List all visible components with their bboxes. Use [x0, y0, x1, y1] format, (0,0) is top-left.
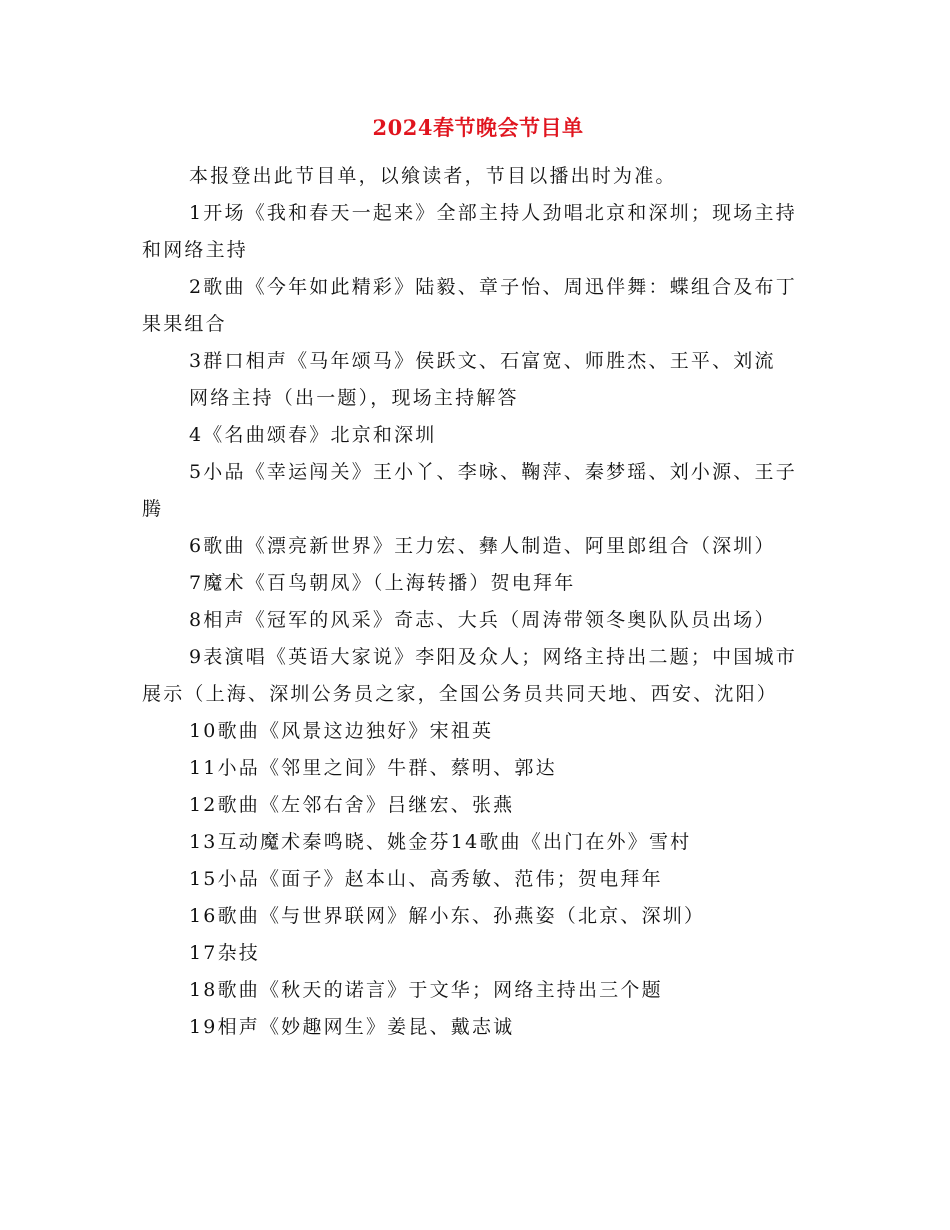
- program-item-2: 2歌曲《今年如此精彩》陆毅、章子怡、周迅伴舞：蝶组合及布丁果果组合: [142, 276, 797, 335]
- program-item-1: 1开场《我和春天一起来》全部主持人劲唱北京和深圳；现场主持和网络主持: [142, 202, 797, 261]
- page-title: 2024春节晚会节目单: [372, 115, 584, 140]
- program-item-10: 10歌曲《风景这边独好》宋祖英: [189, 720, 494, 742]
- program-item-4: 4《名曲颂春》北京和深圳: [189, 424, 437, 446]
- program-item-19: 19相声《妙趣网生》姜昆、戴志诚: [189, 1016, 515, 1038]
- program-item-16: 16歌曲《与世界联网》解小东、孙燕姿（北京、深圳）: [189, 905, 706, 927]
- program-item-13-14: 13互动魔术秦鸣晓、姚金芬14歌曲《出门在外》雪村: [189, 831, 692, 853]
- program-item-3-note: 网络主持（出一题），现场主持解答: [189, 387, 519, 409]
- program-item-9: 9表演唱《英语大家说》李阳及众人；网络主持出二题；中国城市展示（上海、深圳公务员之家，全国公务员共同天地、西安、沈阳）: [142, 646, 797, 705]
- intro-paragraph: 本报登出此节目单，以飨读者，节目以播出时为准。: [189, 165, 677, 187]
- program-item-8: 8相声《冠军的风采》奇志、大兵（周涛带领冬奥队队员出场）: [189, 609, 776, 631]
- program-item-18: 18歌曲《秋天的诺言》于文华；网络主持出三个题: [189, 979, 663, 1001]
- program-item-6: 6歌曲《漂亮新世界》王力宏、彝人制造、阿里郎组合（深圳）: [189, 535, 776, 557]
- program-item-17: 17杂技: [189, 942, 260, 964]
- program-item-15: 15小品《面子》赵本山、高秀敏、范伟；贺电拜年: [189, 868, 663, 890]
- program-item-5: 5小品《幸运闯关》王小丫、李咏、鞠萍、秦梦瑶、刘小源、王子腾: [142, 461, 797, 520]
- program-item-11: 11小品《邻里之间》牛群、蔡明、郭达: [189, 757, 557, 779]
- program-item-3: 3群口相声《马年颂马》侯跃文、石富宽、师胜杰、王平、刘流: [189, 350, 776, 372]
- program-item-12: 12歌曲《左邻右舍》吕继宏、张燕: [189, 794, 515, 816]
- document-page: [142, 112, 814, 1046]
- program-item-7: 7魔术《百鸟朝凤》（上海转播）贺电拜年: [189, 572, 576, 594]
